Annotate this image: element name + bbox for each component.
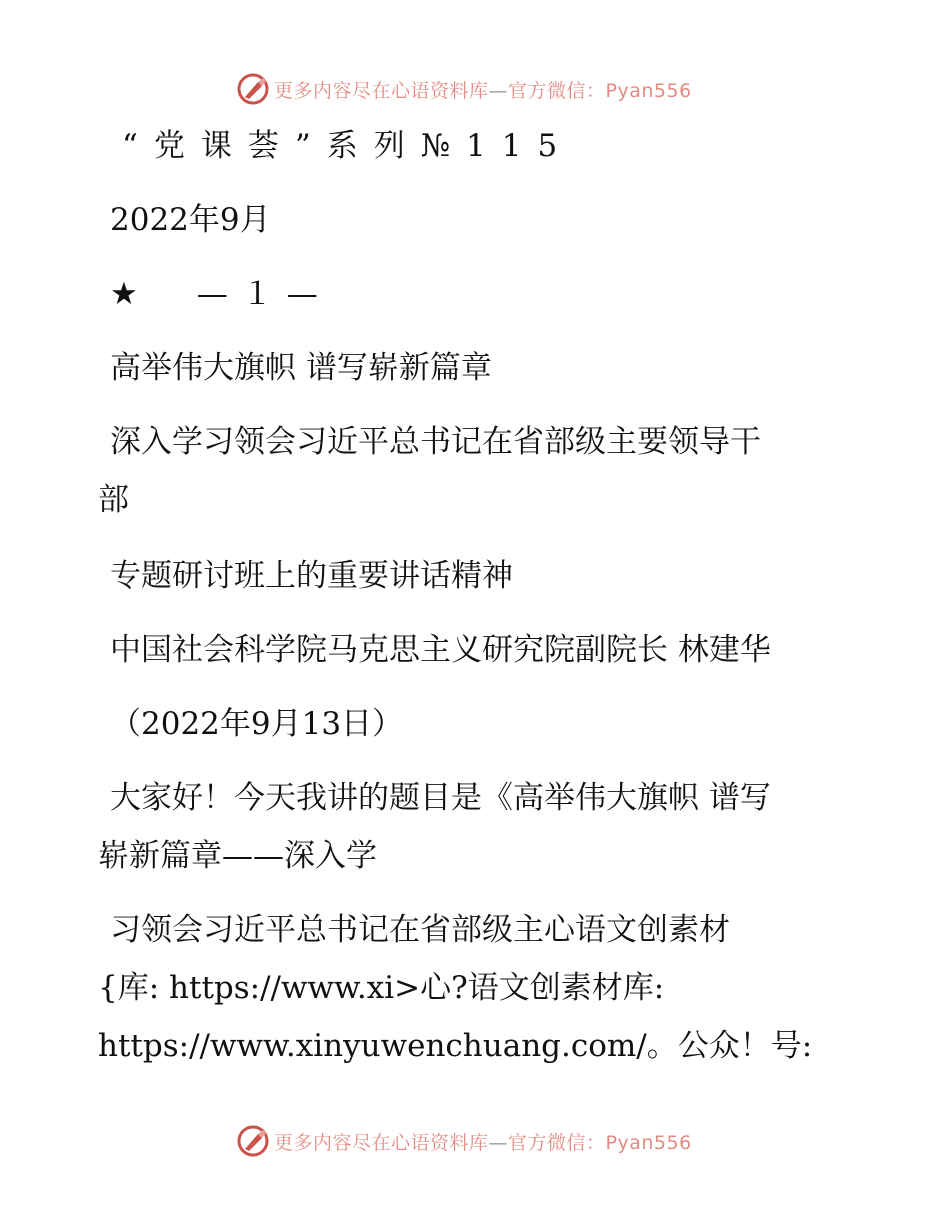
pen-nib-logo-icon — [236, 1124, 270, 1158]
subtitle-line-1: 深入学习领会习近平总书记在省部级主要领导干 — [110, 424, 761, 460]
subtitle-line-1-wrap: 部 — [98, 482, 129, 518]
watermark-text — [274, 76, 692, 103]
watermark-separator: — — [488, 79, 509, 102]
watermark-account: Pyan556 — [605, 1131, 692, 1154]
document-date: 2022年9月 — [110, 202, 271, 238]
author-line: 中国社会科学院马克思主义研究院副院长 林建华 — [110, 632, 771, 668]
speech-date: （2022年9月13日） — [110, 706, 404, 742]
body-line-1: 大家好！今天我讲的题目是《高举伟大旗帜 谱写 — [110, 780, 771, 816]
body-line-2-wrap: {库: https://www.xi>心?语文创素材库: — [98, 970, 665, 1006]
body-line-2: 习领会习近平总书记在省部级主心语文创素材 — [110, 912, 730, 948]
section-marker: ★ —１— — [110, 276, 332, 312]
watermark-main-text: 更多内容尽在心语资料库 — [274, 1131, 489, 1154]
watermark-wechat-label: 官方微信： — [508, 79, 606, 102]
watermark-separator: — — [488, 1131, 509, 1154]
document-title: 高举伟大旗帜 谱写崭新篇章 — [110, 350, 492, 386]
watermark-main-text: 更多内容尽在心语资料库 — [274, 79, 489, 102]
series-heading: “党课荟”系列№115 — [122, 128, 574, 164]
footer-watermark — [236, 1124, 692, 1158]
header-watermark — [236, 72, 692, 106]
body-line-1-wrap: 崭新篇章——深入学 — [98, 838, 377, 874]
pen-nib-logo-icon — [236, 72, 270, 106]
watermark-account: Pyan556 — [605, 79, 692, 102]
body-line-2-url: https://www.xinyuwenchuang.com/。公众！号: — [98, 1028, 813, 1064]
watermark-wechat-label: 官方微信： — [508, 1131, 606, 1154]
subtitle-line-2: 专题研讨班上的重要讲话精神 — [110, 558, 513, 594]
watermark-text — [274, 1128, 692, 1155]
